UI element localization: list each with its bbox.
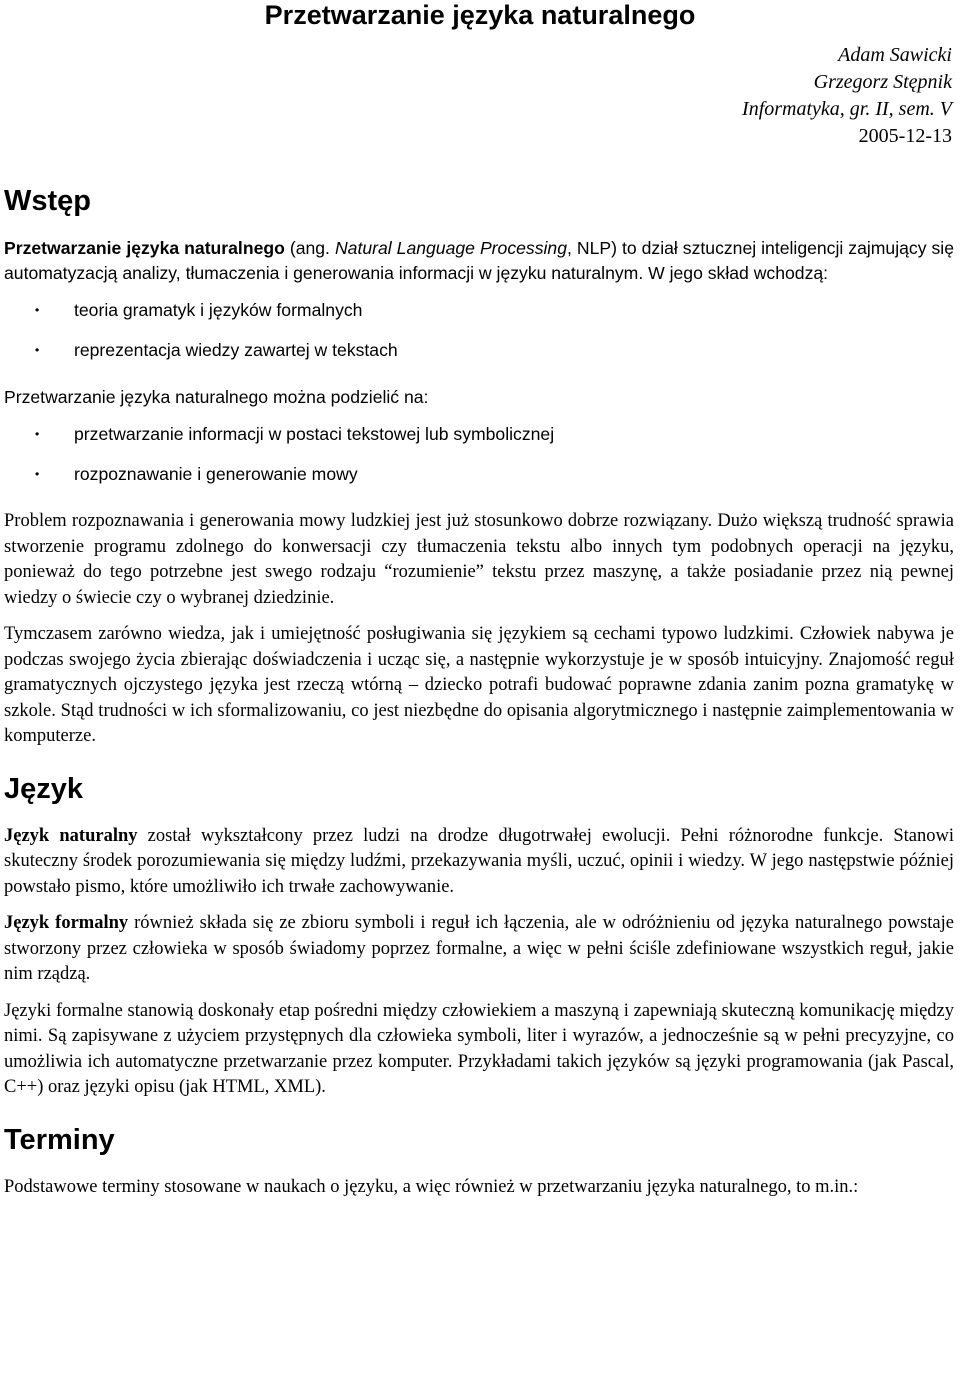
term-natural-language: Język naturalny — [4, 825, 138, 846]
list-item — [4, 337, 954, 377]
list-item-text: reprezentacja wiedzy zawartej w tekstach — [74, 340, 398, 360]
document-date: 2005-12-13 — [858, 125, 952, 147]
list-item-text: teoria gramatyk i języków formalnych — [74, 300, 363, 320]
term-nlp: Przetwarzanie języka naturalnego — [4, 238, 285, 258]
section-heading-jezyk: Język — [4, 772, 84, 805]
list-item-text: przetwarzanie informacji w postaci tekstowej lub symbolicznej — [74, 424, 555, 444]
document-meta — [742, 42, 952, 150]
terminy-paragraph-1: Podstawowe terminy stosowane w naukach o języku, a więc również w przetwarzaniu języka naturalnego, to m.in.: — [4, 1176, 859, 1197]
jezyk-paragraph-2 — [4, 911, 954, 988]
jezyk-paragraph-1 — [4, 824, 954, 901]
list-item-text: rozpoznawanie i generowanie mowy — [74, 464, 358, 484]
intro-list-components — [4, 297, 954, 377]
course-info: Informatyka, gr. II, sem. V — [742, 98, 952, 120]
intro-paragraph-1 — [4, 236, 954, 286]
paragraph-text: został wykształcony przez ludzi na drodze długotrwałej ewolucji. Pełni różnorodne funkcje. Stanowi skuteczny środek porozumiewania się między ludźmi, przekazywania myśli, uczuć, opinii i wiedzy. W jego następstwie później powstało pismo, które umożliwiło ich trwałe zachowywanie. — [4, 825, 955, 897]
intro-paragraph-text: , NLP) to dział sztucznej inteligencji zajmujący się automatyzacją analizy, tłumaczenia i generowania informacji w języku naturalnym. — [4, 238, 954, 283]
bullet-icon: • — [35, 467, 40, 481]
bullet-icon: • — [35, 303, 40, 317]
section-heading-terminy: Terminy — [4, 1123, 115, 1156]
term-formal-language: Język formalny — [4, 913, 129, 933]
list-item — [4, 421, 954, 461]
intro-paragraph-tail: W jego skład wchodzą: — [643, 263, 829, 283]
list-item — [4, 297, 954, 337]
bullet-icon: • — [35, 343, 40, 357]
paragraph-text: również składa się ze zbioru symboli i reguł ich łączenia, ale w odróżnieniu od języka naturalnego powstaje stworzony przez człowieka w sposób świadomy poprzez formalne, a więc w pełni ściśle zdefiniowane wszystkich reguł, jakie nim rządzą. — [4, 913, 954, 984]
intro-paragraph-4: Tymczasem zarówno wiedza, jak i umiejętność posługiwania się językiem są cechami typowo ludzkimi. Człowiek nabywa je podczas swojego życia zbierając doświadczenia i ucząc się, a następnie wykorzystuje je w sposób intuicyjny. Znajomość reguł gramatycznych ojczystego języka jest rzeczą wtórną – dziecko potrafi budować poprawne zdania zanim pozna gramatykę w szkole. Stąd trudności w ich sformalizowaniu, co jest niezbędne do opisania algorytmicznego i następnie zaimplementowania w komputerze. — [4, 624, 954, 746]
list-item — [4, 461, 954, 501]
document-body — [4, 176, 954, 1200]
intro-paragraph-3: Problem rozpoznawania i generowania mowy ludzkiej jest już stosunkowo dobrze rozwiązany. Dużo większą trudność sprawia stworzenie programu zdolnego do konwersacji czy tłumaczenia tekstu albo innych tym podobnych operacji na języku, ponieważ do tego potrzebne jest swego rodzaju “rozumienie” tekstu przez maszynę, a także posiadanie przez nią pewnej wiedzy o świecie czy o wybranej dziedzinie. — [4, 511, 954, 608]
document-title: Przetwarzanie języka naturalnego — [264, 0, 696, 30]
author-name: Grzegorz Stępnik — [813, 71, 952, 93]
term-english: Natural Language Processing — [334, 238, 567, 258]
section-heading-intro: Wstęp — [4, 185, 91, 217]
intro-list-divisions — [4, 421, 954, 501]
intro-paragraph-2: Przetwarzanie języka naturalnego można podzielić na: — [4, 387, 429, 407]
jezyk-paragraph-3: Języki formalne stanowią doskonały etap pośredni między człowiekiem a maszyną i zapewniają skuteczną komunikację między nimi. Są zapisywane z użyciem przystępnych dla człowieka symboli, liter i wyrazów, a jednocześnie są w pełni precyzyjne, co umożliwia ich automatyczne przetwarzanie przez komputer. Przykładami takich języków są języki programowania (jak Pascal, C++) oraz języki opisu (jak HTML, XML). — [4, 1000, 954, 1097]
intro-paragraph-text: (ang. — [284, 238, 335, 258]
bullet-icon: • — [35, 427, 40, 441]
author-name: Adam Sawicki — [838, 44, 952, 66]
